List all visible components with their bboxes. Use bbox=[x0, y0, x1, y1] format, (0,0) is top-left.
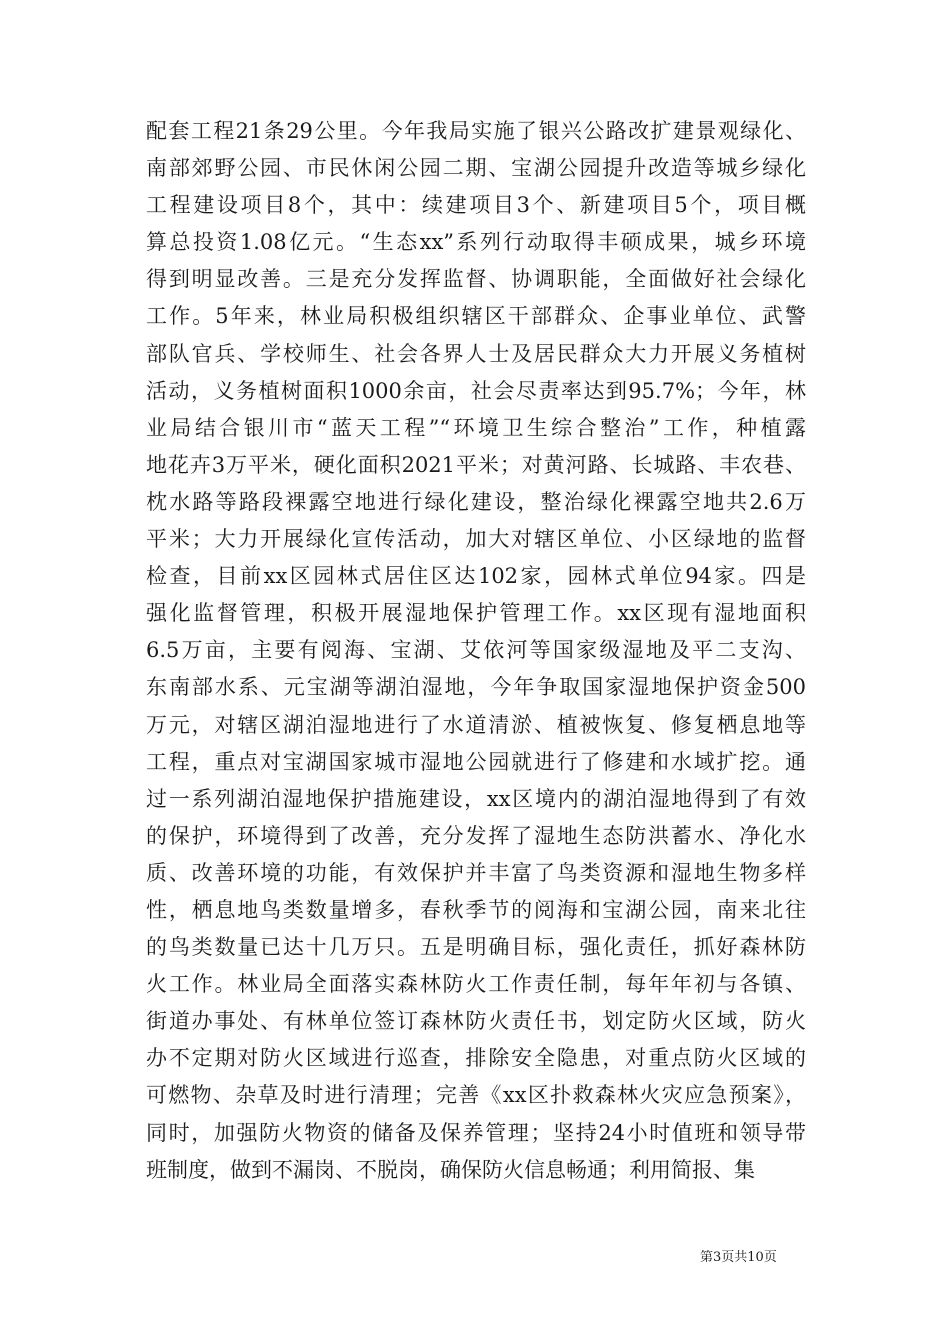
page-number: 第3页共10页 bbox=[700, 1250, 777, 1265]
body-text bbox=[146, 113, 806, 1189]
text-line: 火工作。林业局全面落实森林防火工作责任制，每年年初与各镇、 bbox=[146, 972, 806, 997]
text-line: 街道办事处、有林单位签订森林防火责任书，划定防火区域，防火 bbox=[146, 1009, 806, 1034]
text-line: 配套工程21条29公里。今年我局实施了银兴公路改扩建景观绿化、 bbox=[146, 119, 806, 143]
text-line: 班制度，做到不漏岗、不脱岗，确保防火信息畅通；利用简报、集 bbox=[146, 1157, 755, 1182]
text-line: 6.5万亩，主要有阅海、宝湖、艾依河等国家级湿地及平二支沟、 bbox=[146, 638, 806, 663]
text-line: 枕水路等路段裸露空地进行绿化建设，整治绿化裸露空地共2.6万 bbox=[146, 489, 806, 514]
text-line: 同时，加强防火物资的储备及保养管理；坚持24小时值班和领导带 bbox=[146, 1120, 806, 1145]
text-line: 检查，目前xx区园林式居住区达102家，园林式单位94家。四是 bbox=[146, 564, 806, 589]
text-line: 地花卉3万平米，硬化面积2021平米；对黄河路、长城路、丰农巷、 bbox=[146, 452, 806, 477]
text-line: 的保护，环境得到了改善，充分发挥了湿地生态防洪蓄水、净化水 bbox=[146, 823, 806, 848]
text-line: 东南部水系、元宝湖等湖泊湿地，今年争取国家湿地保护资金500 bbox=[146, 675, 806, 700]
text-line: 得到明显改善。三是充分发挥监督、协调职能，全面做好社会绿化 bbox=[146, 267, 806, 292]
text-line: 南部郊野公园、市民休闲公园二期、宝湖公园提升改造等城乡绿化 bbox=[146, 156, 806, 181]
text-line: 质、改善环境的功能，有效保护并丰富了鸟类资源和湿地生物多样 bbox=[146, 860, 806, 885]
text-line: 性，栖息地鸟类数量增多，春秋季节的阅海和宝湖公园，南来北往 bbox=[146, 897, 806, 922]
text-line: 过一系列湖泊湿地保护措施建设，xx区境内的湖泊湿地得到了有效 bbox=[146, 786, 806, 811]
text-line: 工程建设项目8个，其中：续建项目3个、新建项目5个，项目概 bbox=[146, 193, 806, 218]
text-line: 工程，重点对宝湖国家城市湿地公园就进行了修建和水域扩挖。通 bbox=[146, 749, 806, 774]
text-line: 工作。5年来，林业局积极组织辖区干部群众、企事业单位、武警 bbox=[146, 304, 806, 329]
text-line: 部队官兵、学校师生、社会各界人士及居民群众大力开展义务植树 bbox=[146, 341, 806, 366]
text-line: 的鸟类数量已达十几万只。五是明确目标，强化责任，抓好森林防 bbox=[146, 935, 806, 960]
text-line: 办不定期对防火区域进行巡查，排除安全隐患，对重点防火区域的 bbox=[146, 1046, 806, 1071]
text-line: 可燃物、杂草及时进行清理；完善《xx区扑救森林火灾应急预案》， bbox=[146, 1083, 806, 1108]
text-line: 活动，义务植树面积1000余亩，社会尽责率达到95.7%；今年，林 bbox=[146, 378, 806, 403]
text-line: 万元，对辖区湖泊湿地进行了水道清淤、植被恢复、修复栖息地等 bbox=[146, 712, 806, 737]
text-line: 算总投资1.08亿元。“生态xx”系列行动取得丰硕成果，城乡环境 bbox=[146, 230, 806, 255]
text-line: 业局结合银川市“蓝天工程”“环境卫生综合整治”工作，种植露 bbox=[146, 415, 806, 440]
text-line: 强化监督管理，积极开展湿地保护管理工作。xx区现有湿地面积 bbox=[146, 601, 806, 626]
text-line: 平米；大力开展绿化宣传活动，加大对辖区单位、小区绿地的监督 bbox=[146, 527, 806, 552]
